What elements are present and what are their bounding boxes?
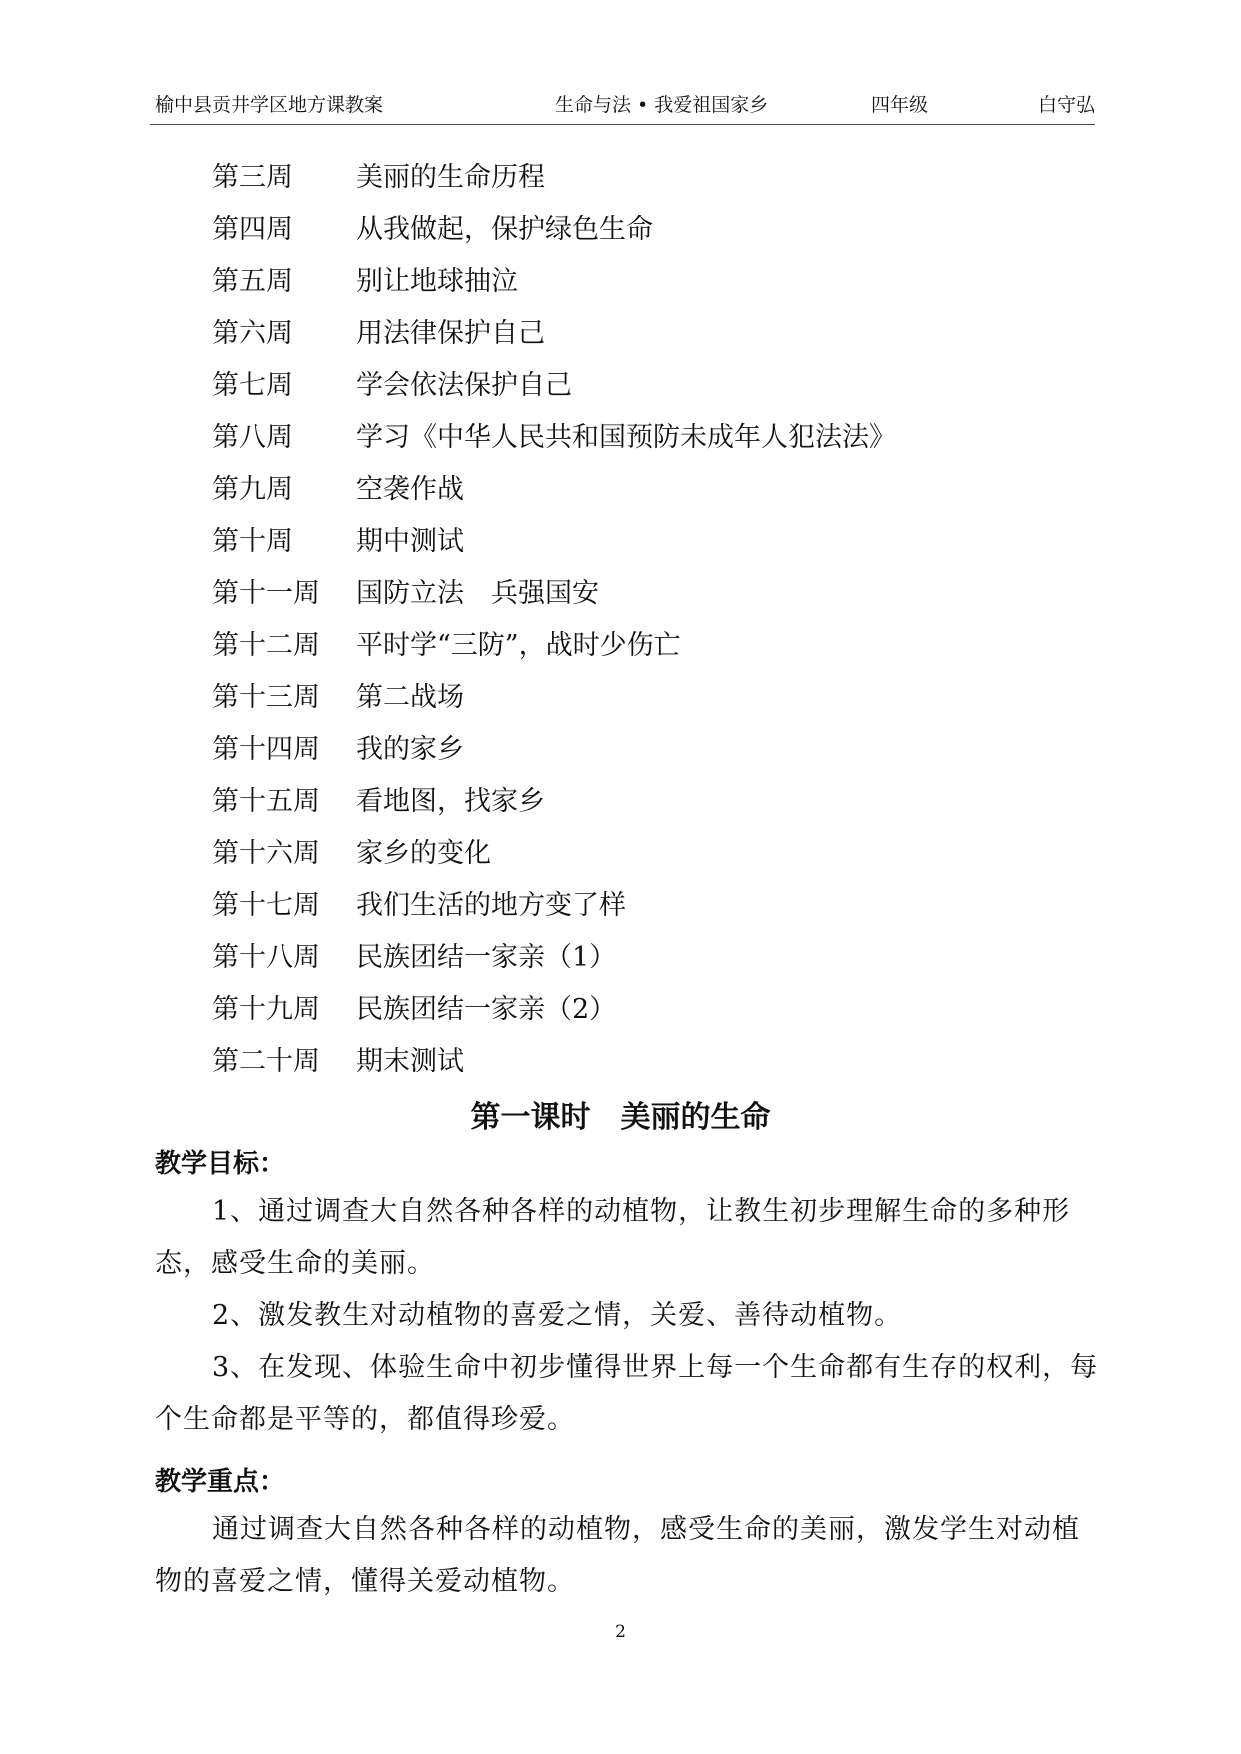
schedule-topic: 从我做起，保护绿色生命 — [356, 214, 653, 245]
schedule-week: 第七周 — [212, 370, 293, 401]
keypoints-heading: 教学重点： — [155, 1467, 286, 1497]
schedule-row — [212, 780, 896, 832]
schedule-week: 第十二周 — [212, 630, 320, 661]
schedule-week: 第十九周 — [212, 994, 320, 1025]
schedule-topic: 我们生活的地方变了样 — [356, 890, 626, 921]
objective-item: 3、在发现、体验生命中初步懂得世界上每一个生命都有生存的权利，每个生命都是平等的，都值得珍爱。 — [155, 1352, 1099, 1435]
schedule-topic: 期末测试 — [356, 1046, 464, 1077]
schedule-week: 第十六周 — [212, 838, 320, 869]
schedule-week: 第四周 — [212, 214, 293, 245]
schedule-topic: 用法律保护自己 — [356, 318, 545, 349]
schedule-topic: 学会依法保护自己 — [356, 370, 572, 401]
schedule-topic: 别让地球抽泣 — [356, 266, 518, 297]
schedule-row — [212, 624, 896, 676]
schedule-week: 第二十周 — [212, 1046, 320, 1077]
header-subject: 生命与法 • 我爱祖国家乡 — [555, 94, 769, 116]
schedule-row — [212, 936, 896, 988]
schedule-week: 第五周 — [212, 266, 293, 297]
objectives-section — [155, 1142, 1105, 1446]
schedule-row — [212, 416, 896, 468]
header-grade: 四年级 — [871, 94, 929, 116]
page-number: 2 — [615, 1622, 626, 1642]
schedule-topic: 看地图，找家乡 — [356, 786, 545, 817]
keypoints-text: 通过调查大自然各种各样的动植物，感受生命的美丽，激发学生对动植物的喜爱之情，懂得关爱动植物。 — [155, 1514, 1080, 1597]
schedule-week: 第八周 — [212, 422, 293, 453]
schedule-week: 第十周 — [212, 526, 293, 557]
objective-item: 1、通过调查大自然各种各样的动植物，让教生初步理解生命的多种形态，感受生命的美丽。 — [155, 1196, 1071, 1279]
schedule-week: 第十三周 — [212, 682, 320, 713]
schedule-row — [212, 156, 896, 208]
schedule-row — [212, 208, 896, 260]
header-school: 榆中县贡井学区地方课教案 — [155, 94, 384, 116]
schedule-row — [212, 520, 896, 572]
schedule-topic: 第二战场 — [356, 682, 464, 713]
header-author: 白守弘 — [1038, 94, 1096, 116]
schedule-week: 第九周 — [212, 474, 293, 505]
keypoints-section — [155, 1460, 1105, 1608]
schedule-row — [212, 988, 896, 1040]
schedule-topic: 民族团结一家亲（2） — [356, 994, 617, 1025]
schedule-row — [212, 676, 896, 728]
objectives-heading: 教学目标： — [155, 1149, 286, 1179]
schedule-week: 第十五周 — [212, 786, 320, 817]
schedule-week: 第三周 — [212, 162, 293, 193]
weekly-schedule — [212, 156, 896, 1092]
schedule-row — [212, 364, 896, 416]
schedule-topic: 期中测试 — [356, 526, 464, 557]
schedule-topic: 民族团结一家亲（1） — [356, 942, 617, 973]
schedule-row — [212, 312, 896, 364]
schedule-row — [212, 884, 896, 936]
schedule-row — [212, 572, 896, 624]
objective-item: 2、激发教生对动植物的喜爱之情，关爱、善待动植物。 — [212, 1300, 903, 1331]
schedule-topic: 美丽的生命历程 — [356, 162, 545, 193]
schedule-week: 第十四周 — [212, 734, 320, 765]
schedule-row — [212, 260, 896, 312]
schedule-topic: 空袭作战 — [356, 474, 464, 505]
lesson-title: 第一课时 美丽的生命 — [470, 1100, 771, 1135]
schedule-topic: 国防立法 兵强国安 — [356, 578, 599, 609]
header-divider — [150, 124, 1095, 125]
schedule-row — [212, 1040, 896, 1092]
schedule-week: 第十八周 — [212, 942, 320, 973]
schedule-row — [212, 468, 896, 520]
schedule-topic: 我的家乡 — [356, 734, 464, 765]
schedule-week: 第六周 — [212, 318, 293, 349]
schedule-topic: 学习《中华人民共和国预防未成年人犯法法》 — [356, 422, 896, 453]
schedule-topic: 平时学“三防”，战时少伤亡 — [356, 630, 681, 661]
schedule-week: 第十一周 — [212, 578, 320, 609]
schedule-row — [212, 832, 896, 884]
schedule-topic: 家乡的变化 — [356, 838, 491, 869]
page-header — [0, 90, 1241, 118]
schedule-row — [212, 728, 896, 780]
schedule-week: 第十七周 — [212, 890, 320, 921]
